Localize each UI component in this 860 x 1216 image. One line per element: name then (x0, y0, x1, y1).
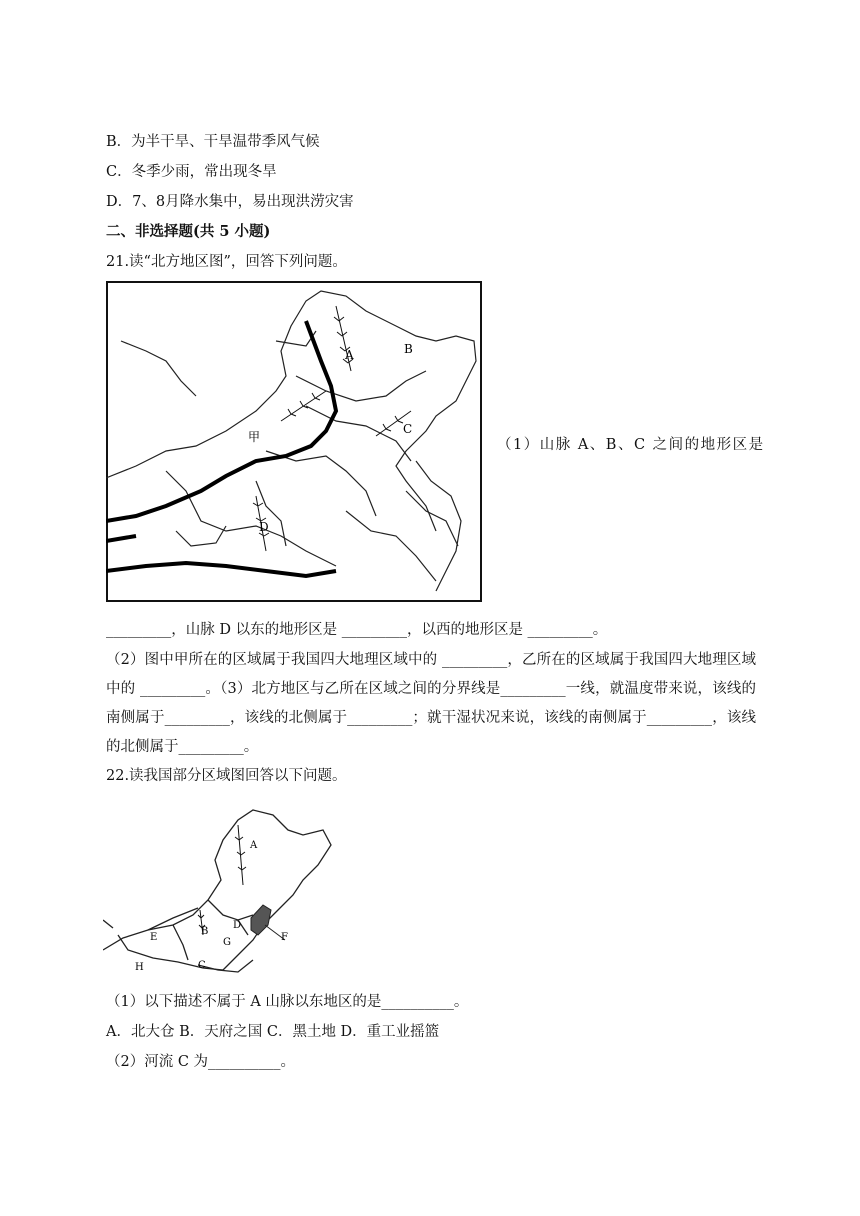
partial-region-map (103, 800, 333, 980)
map2-label-d: D (233, 920, 242, 931)
q22-stem: 22.读我国部分区域图回答以下问题。 (106, 768, 347, 784)
map2-label-f: F (281, 932, 288, 943)
map2-label-b: B (201, 926, 209, 937)
q21-sub1-text: （1）山脉 A、B、C 之间的地形区是 (497, 437, 765, 453)
q21-stem: 21.读“北方地区图”，回答下列问题。 (106, 254, 347, 270)
map2-label-a: A (250, 840, 258, 851)
northern-region-map (106, 281, 482, 602)
q22-sub2: （2）河流 C 为__________。 (106, 1054, 296, 1070)
map2-label-c: C (198, 960, 206, 971)
map2-label-g: G (223, 937, 231, 948)
option-d: D．7、8月降水集中，易出现洪涝灾害 (106, 194, 354, 210)
map1-label-d: D (259, 520, 269, 534)
option-b: B．为半干旱、干旱温带季风气候 (106, 134, 320, 150)
map1-label-b: B (404, 342, 413, 356)
map1-label-jia: 甲 (248, 430, 261, 444)
q21-para1: _________，山脉 D 以东的地形区是 _________，以西的地形区是 _________。 (106, 622, 608, 638)
option-c: C．冬季少雨，常出现冬旱 (106, 164, 277, 180)
map2-label-h: H (135, 962, 144, 973)
map1-label-c: C (403, 422, 413, 436)
q21-para2: （2）图中甲所在的区域属于我国四大地理区域中的 _________，乙所在的区域属于我国四大地理区域中的 _________。（3）北方地区与乙所在区域之间的分界线是_________一线，就温度带来说，该线的南侧属于_________，该线的北侧属于_________；就干湿状况来说，该线的南侧属于_________，该线的北侧属于_________。 (106, 652, 756, 755)
q22-sub1-options: A．北大仓 B．天府之国 C．黑土地 D．重工业摇篮 (106, 1024, 440, 1040)
map1-label-a: A (345, 348, 354, 362)
map2-label-e: E (150, 932, 158, 943)
section-title: 二、非选择题(共 5 小题) (106, 223, 271, 240)
q22-sub1: （1）以下描述不属于 A 山脉以东地区的是__________。 (106, 994, 469, 1010)
